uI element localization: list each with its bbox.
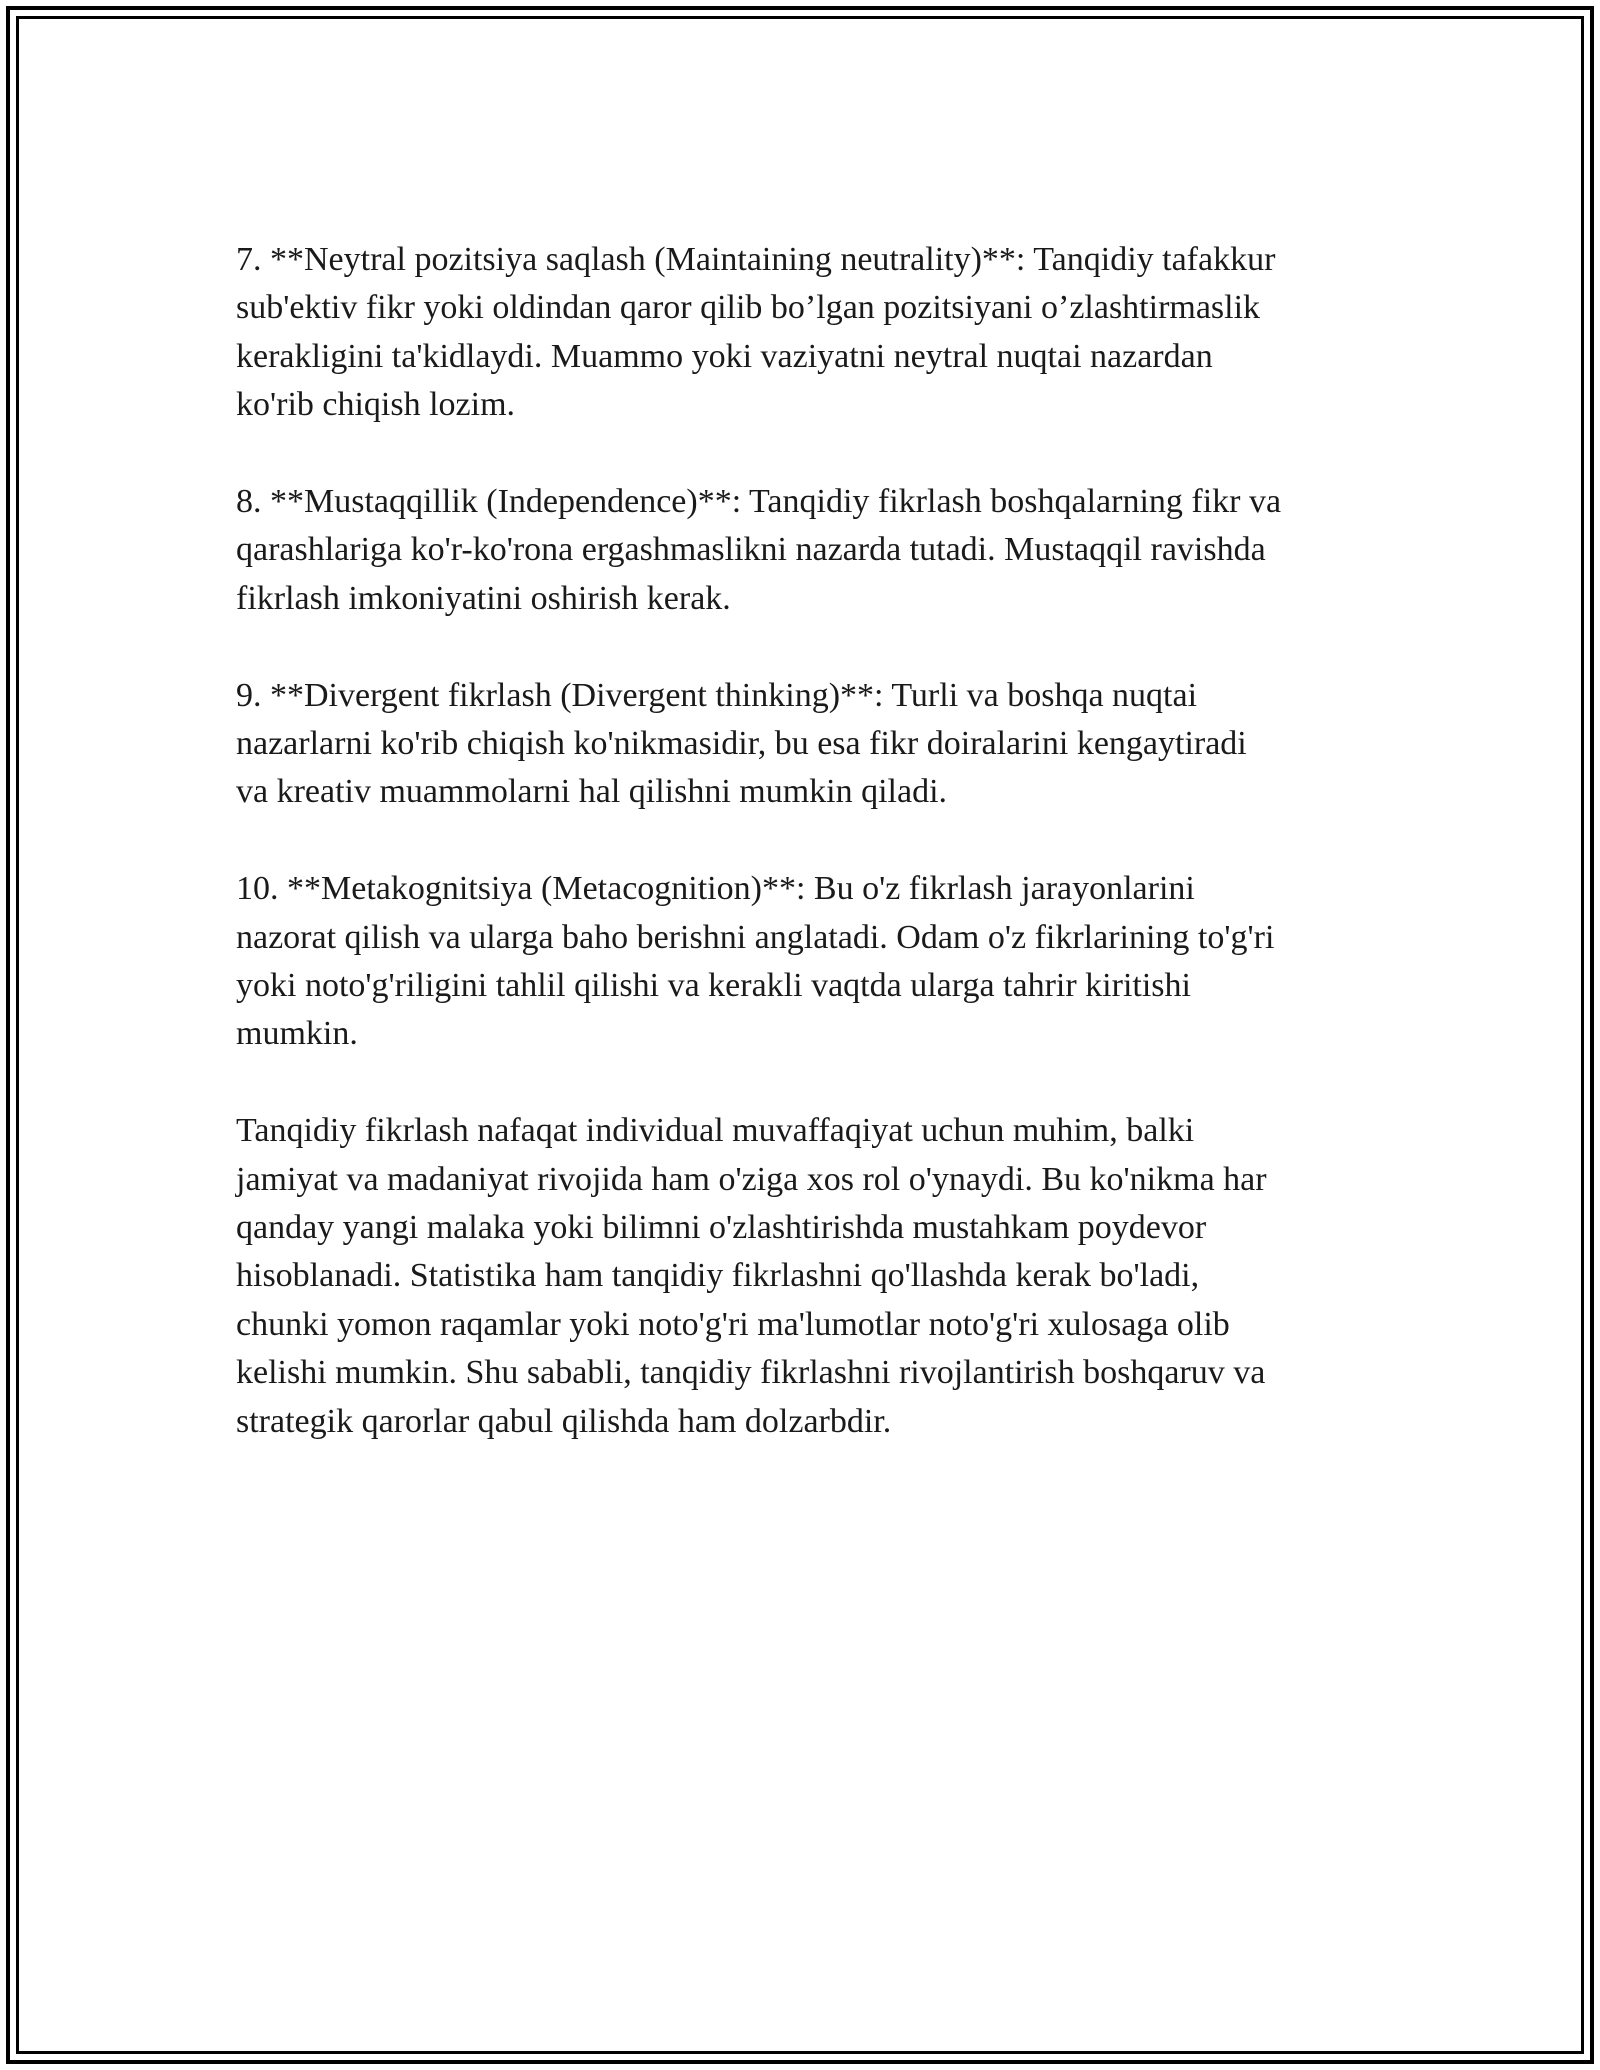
paragraph-independence xyxy=(236,478,1376,623)
text-line: jamiyat va madaniyat rivojida ham o'ziga xos rol o'ynaydi. Bu ko'nikma har xyxy=(236,1160,1267,1198)
text-line: chunki yomon raqamlar yoki noto'g'ri ma'lumotlar noto'g'ri xulosaga olib xyxy=(236,1305,1230,1343)
text-line: kelishi mumkin. Shu sababli, tanqidiy fikrlashni rivojlantirish boshqaruv va xyxy=(236,1354,1266,1392)
text-line: 10. **Metakognitsiya (Metacognition)**: Bu o'z fikrlash jarayonlarini xyxy=(236,870,1195,908)
text-line: nazarlarni ko'rib chiqish ko'nikmasidir, bu esa fikr doiralarini kengaytiradi xyxy=(236,725,1247,763)
text-line: Tanqidiy fikrlash nafaqat individual muvaffaqiyat uchun muhim, balki xyxy=(236,1112,1195,1150)
text-line: yoki noto'g'riligini tahlil qilishi va kerakli vaqtda ularga tahrir kiritishi xyxy=(236,967,1191,1005)
paragraph-metacognition xyxy=(236,865,1376,1059)
text-line: fikrlash imkoniyatini oshirish kerak. xyxy=(236,579,731,617)
text-line: ko'rib chiqish lozim. xyxy=(236,386,516,424)
document-body xyxy=(236,236,1376,1494)
text-line: sub'ektiv fikr yoki oldindan qaror qilib bo’lgan pozitsiyani o’zlashtirmaslik xyxy=(236,289,1261,327)
text-line: 9. **Divergent fikrlash (Divergent thinking)**: Turli va boshqa nuqtai xyxy=(236,676,1198,714)
text-line: qarashlariga ko'r-ko'rona ergashmaslikni nazarda tutadi. Mustaqqil ravishda xyxy=(236,531,1266,569)
text-line: va kreativ muammolarni hal qilishni mumkin qiladi. xyxy=(236,773,948,811)
paragraph-conclusion xyxy=(236,1107,1376,1446)
text-line: qanday yangi malaka yoki bilimni o'zlashtirishda mustahkam poydevor xyxy=(236,1209,1207,1247)
text-line: hisoblanadi. Statistika ham tanqidiy fikrlashni qo'llashda kerak bo'ladi, xyxy=(236,1257,1200,1295)
text-line: 7. **Neytral pozitsiya saqlash (Maintaining neutrality)**: Tanqidiy tafakkur xyxy=(236,241,1276,278)
text-line: nazorat qilish va ularga baho berishni anglatadi. Odam o'z fikrlarining to'g'ri xyxy=(236,918,1275,956)
text-line: 8. **Mustaqqillik (Independence)**: Tanqidiy fikrlash boshqalarning fikr va xyxy=(236,483,1282,521)
paragraph-divergent-thinking xyxy=(236,672,1376,817)
text-line: strategik qarorlar qabul qilishda ham dolzarbdir. xyxy=(236,1402,892,1440)
text-line: kerakligini ta'kidlaydi. Muammo yoki vaziyatni neytral nuqtai nazardan xyxy=(236,337,1213,375)
paragraph-neutrality xyxy=(236,236,1376,430)
text-line: mumkin. xyxy=(236,1015,358,1053)
